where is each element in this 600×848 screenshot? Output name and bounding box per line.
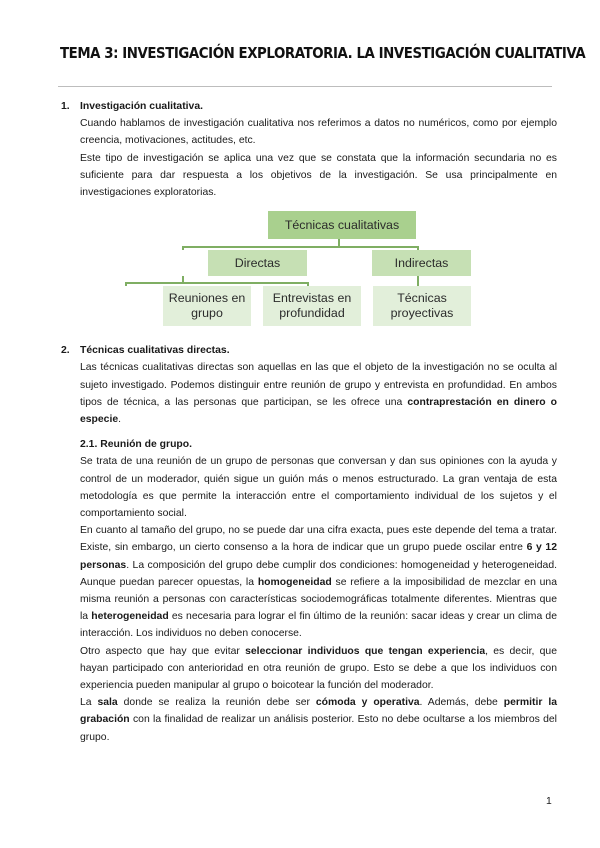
paragraph: Las técnicas cualitativas directas son aquellas en las que el objeto de la investigación no se oculta al sujeto investigado. Podemos distinguir entre reunión de grupo y entrevista en profundidad. En ambos tipos de técnica, a las personas que participan, se les ofrece una contraprestación en dinero o especie. <box>80 362 558 426</box>
section-tecnicas-directas <box>61 342 558 428</box>
diagram-leaf-proyectivas: Técnicas proyectivas <box>373 286 471 326</box>
paragraph: Este tipo de investigación se aplica una vez que se constata que la información secundaria no es suficiente para dar respuesta a los objetivos de la investigación. Se usa principalmente en investigaciones exploratorias. <box>80 152 557 199</box>
paragraph: La sala donde se realiza la reunión debe ser cómoda y operativa. Además, debe permitir la grabación con la finalidad de realizar un análisis posterior. Esto no debe ocultarse a los miembros del grupo. <box>80 697 558 743</box>
section-investigacion-cualitativa <box>61 98 557 201</box>
section-heading: Técnicas cualitativas directas. <box>80 345 230 357</box>
subsection-heading: 2.1. Reunión de grupo. <box>80 439 192 451</box>
diagram-node-indirectas: Indirectas <box>372 250 471 276</box>
page-title: TEMA 3: INVESTIGACIÓN EXPLORATORIA. LA INVESTIGACIÓN CUALITATIVA <box>60 44 586 62</box>
diagram-node-directas: Directas <box>208 250 307 276</box>
diagram-leaf-reuniones: Reuniones en grupo <box>163 286 251 326</box>
connector-level2-horizontal <box>182 246 419 248</box>
page-content <box>61 98 558 746</box>
title-divider <box>58 86 552 87</box>
section-number: 1. <box>61 101 70 112</box>
page-number: 1 <box>546 796 552 807</box>
connector-directas-up <box>182 246 184 250</box>
diagram-root-node: Técnicas cualitativas <box>268 211 416 239</box>
paragraph: En cuanto al tamaño del grupo, no se puede dar una cifra exacta, pues este depende del tema a tratar. Existe, sin embargo, un cierto consenso a la hora de indicar que un grupo puede oscilar entre 6 y 12 personas. La composición del grupo debe cumplir dos condiciones: homogeneidad y heterogeneidad. Aunque puedan parecer opuestas, la homogeneidad se refiere a la imposibilidad de mezclar en una misma reunión a personas con características sociodemográficas totalmente diferentes. Mientras que la heterogeneidad es necesaria para lograr el fin último de la reunión: sacar ideas y crear un clima de interacción. Los individuos no deben conocerse. <box>80 525 557 640</box>
paragraph: Otro aspecto que hay que evitar seleccionar individuos que tengan experiencia, es decir, que hayan participado con anterioridad en otra reunión de grupo. Esto se debe a que los individuos con experiencia pueden manipular al grupo o boicotear la función del moderador. <box>80 645 557 692</box>
diagram-leaf-entrevistas: Entrevistas en profundidad <box>263 286 361 326</box>
connector-leaves-horizontal <box>125 282 309 284</box>
section-reunion-de-grupo <box>80 436 557 746</box>
connector-indirectas-down <box>417 276 419 286</box>
techniques-diagram <box>80 207 557 325</box>
connector-reuniones-up <box>125 282 127 286</box>
section-heading: Investigación cualitativa. <box>80 101 203 112</box>
paragraph: Cuando hablamos de investigación cualitativa nos referimos a datos no numéricos, como por ejemplo creencia, motivaciones, actitudes, etc. <box>80 118 557 147</box>
section-number: 2. <box>61 345 70 357</box>
paragraph: Se trata de una reunión de un grupo de personas que conversan y dan sus opiniones con la ayuda y control de un moderador, quién sigue un guión más o menos estructurado. La gran ventaja de esta metodología es que permite la interacción entre el comportamiento individual de los sujetos y el comportamiento social. <box>80 456 557 520</box>
